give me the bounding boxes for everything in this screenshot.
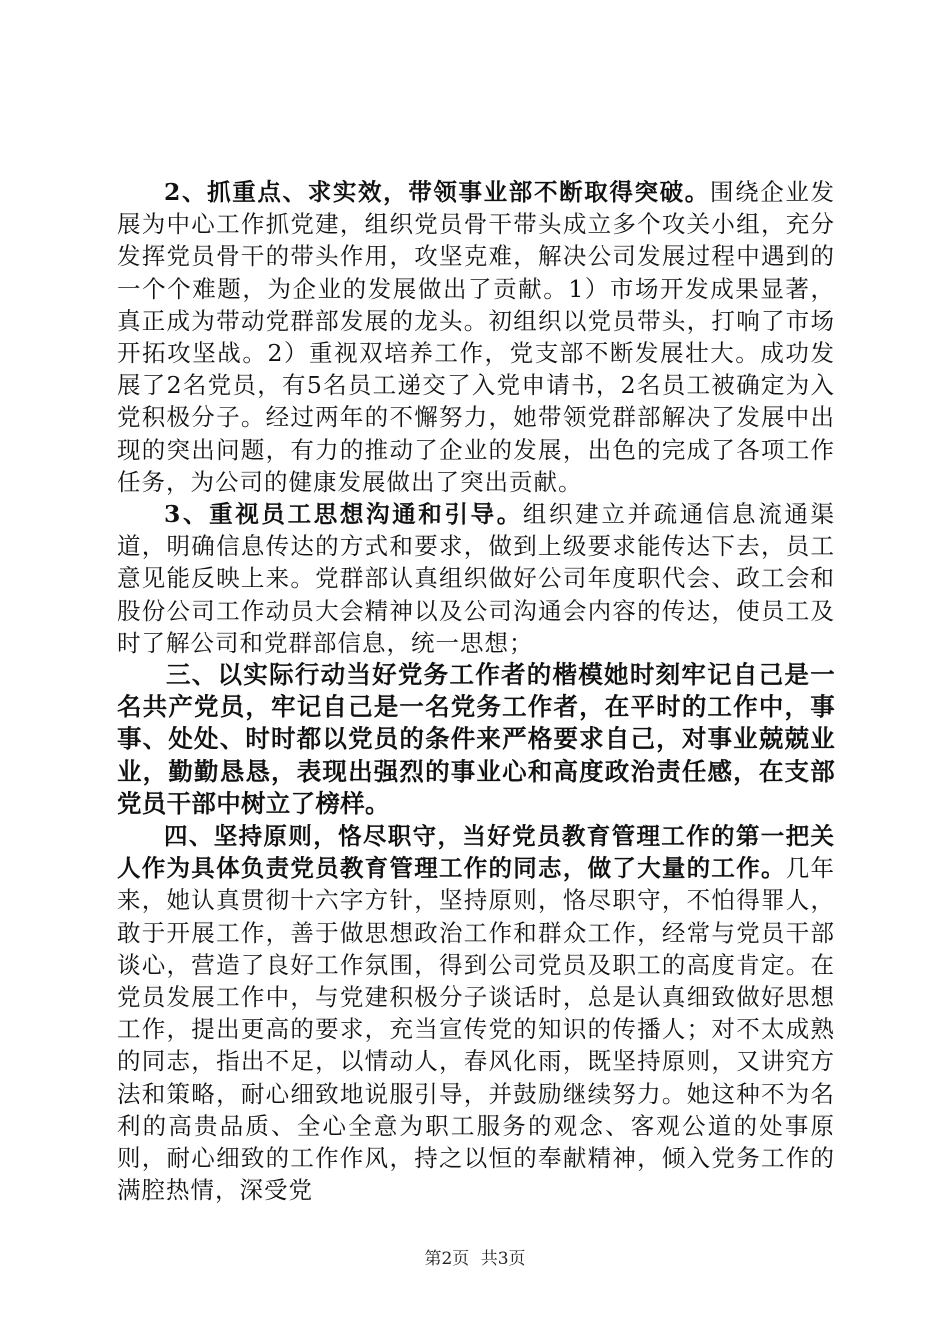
page-number: 第2页 <box>424 1249 470 1269</box>
paragraph-3 <box>117 498 835 659</box>
document-body <box>117 176 835 1207</box>
page-footer <box>0 1244 950 1269</box>
section-four-text: 几年来，她认真贯彻十六字方针，坚持原则，恪尽职守，不怕得罪人，敢于开展工作，善于做思想政治工作和群众工作，经常与党员干部谈心，营造了良好工作氛围，得到公司党员及职工的高度肯定。在党员发展工作中，与党建积极分子谈话时，总是认真细致做好思想工作，提出更高的要求，充当宣传党的知识的传播人；对不太成熟的同志，指出不足，以情动人，春风化雨，既坚持原则，又讲究方法和策略，耐心细致地说服引导，并鼓励继续努力。她这种不为名利的高贵品质、全心全意为职工服务的观念、客观公道的处事原则，耐心细致的工作作风，持之以恒的奉献精神，倾入党务工作的满腔热情，深受党 <box>117 854 836 1205</box>
section-four <box>117 820 835 1206</box>
paragraph-2 <box>117 176 835 498</box>
section-three: 三、以实际行动当好党务工作者的楷模她时刻牢记自己是一名共产党员，牢记自己是一名党务工作者，在平时的工作中，事事、处处、时时都以党员的条件来严格要求自己，对事业兢兢业业，勤勤恳恳，表现出强烈的事业心和高度政治责任感，在支部党员干部中树立了榜样。 <box>117 660 835 818</box>
page-total: 共3页 <box>480 1249 526 1269</box>
section-four-heading: 四、坚持原则，恪尽职守，当好党员教育管理工作的第一把关人作为具体负责党员教育管理工作的同志，做了大量的工作。 <box>117 822 835 883</box>
paragraph-2-text: 围绕企业发展为中心工作抓党建，组织党员骨干带头成立多个攻关小组，充分发挥党员骨干的带头作用，攻坚克难，解决公司发展过程中遇到的一个个难题，为企业的发展做出了贡献。1）市场开发成果显著，真正成为带动党群部发展的龙头。初组织以党员带头，打响了市场开拓攻坚战。2）重视双培养工作，党支部不断发展壮大。成功发展了2名党员，有5名员工递交了入党申请书，2名员工被确定为入党积极分子。经过两年的不懈努力，她带领党群部解决了发展中出现的突出问题，有力的推动了企业的发展，出色的完成了各项工作任务，为公司的健康发展做出了突出贡献。 <box>117 178 835 496</box>
paragraph-2-heading: 2、抓重点、求实效，带领事业部不断取得突破。 <box>164 178 710 206</box>
paragraph-3-text: 组织建立并疏通信息流通渠道，明确信息传达的方式和要求，做到上级要求能传达下去，员工意见能反映上来。党群部认真组织做好公司年度职代会、政工会和股份公司工作动员大会精神以及公司沟通会内容的传达，使员工及时了解公司和党群部信息，统一思想； <box>117 500 835 657</box>
paragraph-3-heading: 3、重视员工思想沟通和引导。 <box>164 500 523 529</box>
